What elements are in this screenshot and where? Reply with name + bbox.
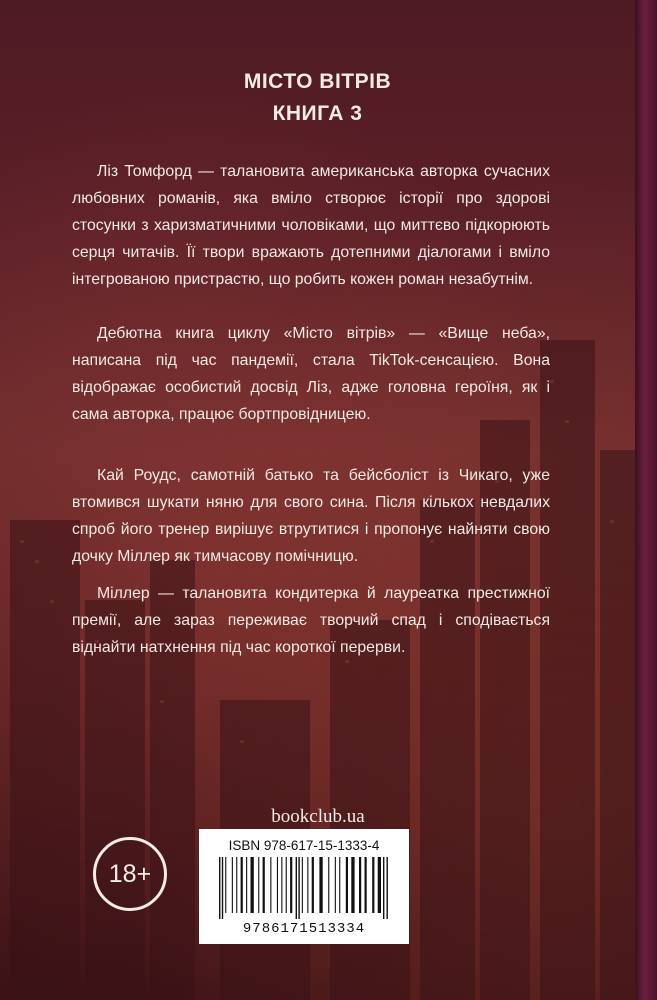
author-bio-paragraph: [72, 158, 550, 293]
barcode-bar: [251, 857, 254, 913]
book-series-title: МІСТО ВІТРІВ: [243, 70, 392, 93]
barcode-bar: [219, 857, 220, 919]
book-spine-edge: [635, 0, 657, 1000]
age-rating-text: 18+: [108, 859, 152, 888]
barcode-bar: [319, 857, 322, 913]
barcode-digits: 9786171513334: [242, 921, 366, 937]
barcode-bar: [241, 857, 243, 913]
age-rating-badge: [93, 837, 167, 911]
barcode-bar: [277, 857, 278, 913]
barcode-bar: [307, 857, 308, 913]
barcode-bar: [270, 857, 271, 913]
paragraph-text: Кай Роудс, самотній батько та бейсболіст із Чикаго, уже втомився шукати няню для свого сина. Після кількох невдалих спроб його тренер вирішує втрутитися і пропонує найняти свою дочку Міллер як тимчасову помічницю.: [72, 467, 550, 565]
barcode-bar: [351, 857, 354, 913]
barcode-label: [199, 829, 409, 944]
barcode-bar: [302, 857, 303, 913]
publisher-website: bookclub.ua: [271, 806, 365, 827]
barcode-bar: [372, 857, 374, 913]
book-number-title: КНИГА 3: [272, 102, 363, 125]
paragraph-text: Міллер — талановита кондитерка й лауреатка престижної премії, але зараз переживає творчий спад і сподівається віднайти натхнення під час короткої перерви.: [72, 585, 550, 656]
barcode-icon: [217, 857, 391, 919]
barcode-bar: [225, 857, 226, 913]
barcode-bar: [339, 857, 340, 913]
series-info-paragraph: [72, 320, 550, 428]
barcode-bar: [263, 857, 265, 913]
barcode-bar: [298, 857, 299, 919]
isbn-text: ISBN 978-617-15-1333-4: [228, 838, 380, 853]
barcode-bar: [365, 857, 367, 913]
barcode-bar: [286, 857, 287, 913]
barcode-bar: [383, 857, 384, 919]
barcode-bar: [296, 857, 297, 919]
barcode-bar: [378, 857, 381, 913]
barcode-bar: [359, 857, 361, 913]
barcode-bar: [232, 857, 233, 913]
barcode-bar: [290, 857, 292, 913]
barcode-bar: [236, 857, 237, 913]
barcode-bar: [328, 857, 329, 913]
paragraph-text: Дебютна книга циклу «Місто вітрів» — «Вище неба», написана під час пандемії, стала TikTok-сенсацією. Вона відображає особистий досвід Ліз, адже головна героїня, як і сама авторка, працює бортпровідницею.: [72, 325, 550, 423]
paragraph-text: Ліз Томфорд — талановита американська авторка сучасних любовних романів, яка вміло створює історії про здорові стосунки з харизматичними чоловіками, що миттєво підкорюють серця читачів. Її твори вражають дотепними діалогами і вміло інтегрованою пристрастю, що робить кожен роман незабутнім.: [72, 163, 550, 288]
barcode-bar: [246, 857, 247, 913]
barcode-bar: [346, 857, 348, 913]
barcode-bar: [312, 857, 314, 913]
barcode-bar: [258, 857, 259, 913]
barcode-bar: [222, 857, 223, 919]
plot-paragraph-1: [72, 462, 550, 570]
plot-paragraph-2: [72, 580, 550, 661]
barcode-bar: [387, 857, 388, 919]
barcode-bar: [281, 857, 282, 913]
barcode-bar: [335, 857, 336, 913]
